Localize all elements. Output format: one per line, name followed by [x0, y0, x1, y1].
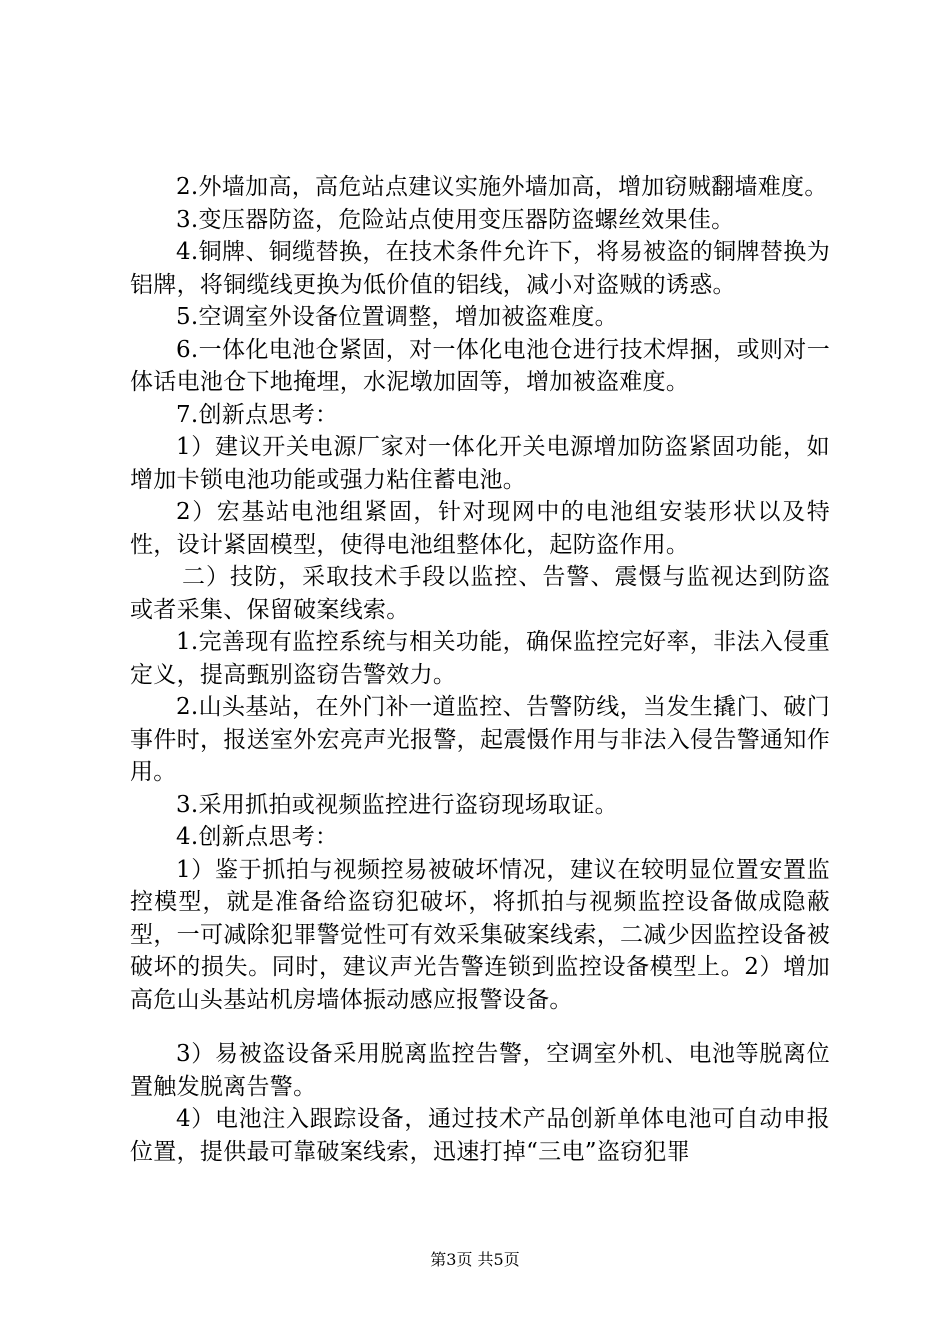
paragraph-transformer-antitheft: 3.变压器防盗，危险站点使用变压器防盗螺丝效果佳。	[176, 206, 735, 233]
paragraph-evidence-capture: 3.采用抓拍或视频监控进行盗窃现场取证。	[176, 791, 618, 818]
paragraph-detach-alarm: 3）易被盗设备采用脱离监控告警，空调室外机、电池等脱离位置触发脱离告警。	[130, 1041, 830, 1100]
paragraph-copper-replacement: 4.铜牌、铜缆替换，在技术条件允许下，将易被盗的铜牌替换为铝牌，将铜缆线更换为低价值的铝线，减小对盗贼的诱惑。	[130, 239, 830, 298]
paragraph-innovation-2: 2）宏基站电池组紧固，针对现网中的电池组安装形状以及特性，设计紧固模型，使得电池组整体化，起防盗作用。	[130, 499, 830, 558]
paragraph-monitoring-system: 1.完善现有监控系统与相关功能，确保监控完好率，非法入侵重定义，提高甄别盗窃告警效力。	[130, 629, 830, 688]
paragraph-ac-relocation: 5.空调室外设备位置调整，增加被盗难度。	[176, 304, 618, 330]
document-body	[130, 171, 830, 1168]
paragraph-battery-tracking: 4）电池注入跟踪设备，通过技术产品创新单体电池可自动申报位置，提供最可靠破案线索，迅速打掉“三电”盗窃犯罪	[130, 1106, 830, 1165]
paragraph-innovation-heading-1: 7.创新点思考：	[176, 401, 339, 428]
paragraph-technical-defense: 二）技防，采取技术手段以监控、告警、震慑与监视达到防盗或者采集、保留破案线索。	[130, 564, 830, 623]
paragraph-battery-cabinet: 6.一体化电池仓紧固，对一体化电池仓进行技术焊捆，或则对一体话电池仓下地掩埋，水泥墩加固等，增加被盗难度。	[130, 336, 830, 395]
paragraph-mountain-station: 2.山头基站，在外门补一道监控、告警防线，当发生撬门、破门事件时，报送室外宏亮声光报警，起震慑作用与非法入侵告警通知作用。	[130, 694, 830, 785]
paragraph-innovation-heading-2: 4.创新点思考：	[176, 824, 339, 850]
paragraph-wall-heightening: 2.外墙加高，高危站点建议实施外墙加高，增加窃贼翻墙难度。	[176, 174, 828, 200]
paragraph-decoy-monitoring: 1）鉴于抓拍与视频控易被破坏情况，建议在较明显位置安置监控模型，就是准备给盗窃犯破坏，将抓拍与视频监控设备做成隐蔽型，一可减除犯罪警觉性可有效采集破案线索，二减少因监控设备被破坏的损失。同时，建议声光告警连锁到监控设备模型上。2）增加高危山头基站机房墙体振动感应报警设备。	[130, 856, 830, 1013]
paragraph-innovation-1: 1）建议开关电源厂家对一体化开关电源增加防盗紧固功能，如增加卡锁电池功能或强力粘住蓄电池。	[130, 434, 830, 493]
page-footer: 第3页 共5页	[430, 1250, 520, 1269]
